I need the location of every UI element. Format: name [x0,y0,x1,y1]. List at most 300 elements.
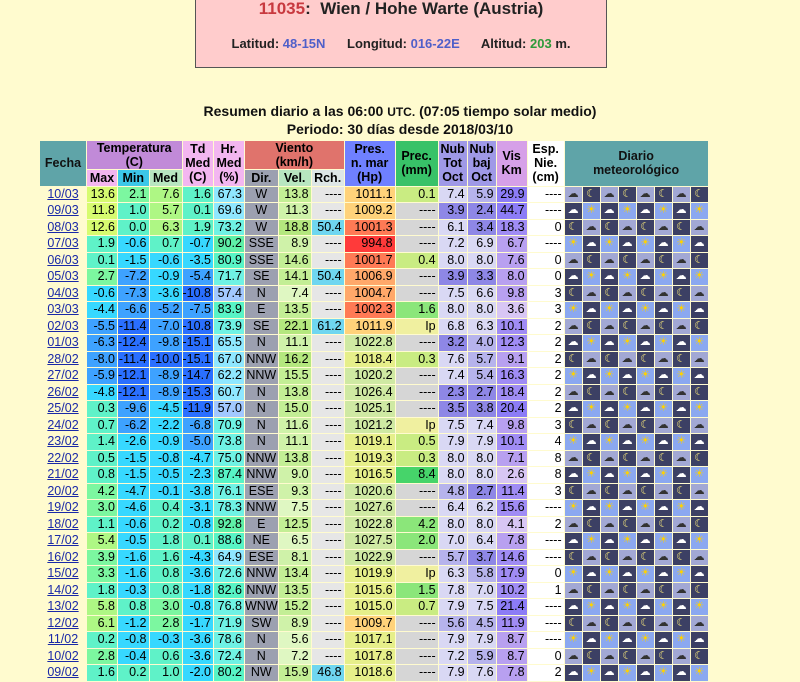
snow-depth-cell: 2 [528,352,564,368]
table-row [40,665,708,681]
wind-gust-cell: 46.8 [312,665,344,681]
moon-icon: ☾ [619,517,636,533]
precip-cell: 0.3 [396,451,438,467]
date-cell [40,467,86,483]
wind-vel-cell: 9.0 [279,467,311,483]
med-temp-cell: -0.6 [150,253,182,269]
header-viento [245,141,344,169]
sun-icon: ☀ [601,302,618,318]
cloud-icon: ☁ [619,418,636,434]
table-row [40,434,708,450]
header-viento-unit: (km/h) [275,155,314,169]
cloud-total-cell: 7.9 [439,434,467,450]
sun-icon: ☀ [601,566,618,582]
date-link[interactable]: 26/02 [47,384,79,399]
wind-vel-cell: 8.9 [279,616,311,632]
wind-vel-cell: 15.5 [279,368,311,384]
moon-icon: ☾ [565,220,582,236]
cloud-icon: ☁ [637,649,654,665]
med-temp-cell: 0.7 [150,236,182,252]
night-cloud-icon: ☁ [691,566,708,582]
pressure-cell: 1022.8 [345,335,395,351]
pressure-cell: 1018.4 [345,352,395,368]
night-cloud-icon: ☁ [637,203,654,219]
max-temp-cell: 11.8 [87,203,117,219]
date-link[interactable]: 14/02 [47,582,79,597]
night-cloud-icon: ☁ [565,599,582,615]
snow-depth-cell: 3 [528,418,564,434]
table-row [40,517,708,533]
cloud-low-cell: 5.9 [468,187,496,203]
humidity-cell: 65.5 [214,335,244,351]
min-temp-cell: -11.4 [118,351,147,366]
cloud-icon: ☁ [691,220,708,236]
header-pres-c: (Hp) [357,170,383,185]
date-link[interactable]: 09/03 [47,203,79,218]
snow-depth-cell: 2 [528,368,564,384]
med-temp-cell: 0.2 [150,517,182,533]
date-link[interactable]: 25/02 [47,401,79,416]
date-link[interactable]: 03/03 [47,302,79,317]
cloud-total-cell: 7.4 [439,368,467,384]
wind-gust-cell: ---- [312,467,344,483]
sun-icon: ☀ [619,335,636,351]
cloud-icon: ☁ [583,616,600,632]
max-temp-cell: 5.4 [87,533,117,549]
visibility-cell: 6.7 [497,236,527,252]
pressure-cell: 1025.1 [345,401,395,417]
humidity-cell: 62.2 [214,368,244,384]
sun-icon: ☀ [673,368,690,384]
max-temp-cell: 3.0 [87,500,117,516]
visibility-cell: 15.6 [497,500,527,516]
moon-icon: ☾ [601,550,618,566]
max-temp-cell: 12.6 [87,220,117,236]
cloud-icon: ☁ [655,616,672,632]
snow-depth-cell: 2 [528,385,564,401]
humidity-cell: 82.6 [214,583,244,599]
wind-vel-cell: 9.3 [279,484,311,500]
date-link[interactable]: 13/02 [47,599,79,614]
cloud-low-cell: 2.4 [468,203,496,219]
night-cloud-icon: ☁ [637,467,654,483]
sun-icon: ☀ [583,599,600,615]
sun-icon: ☀ [637,632,654,648]
sun-icon: ☀ [655,401,672,417]
date-link[interactable]: 06/03 [47,252,79,267]
sun-icon: ☀ [637,236,654,252]
moon-icon: ☾ [655,253,672,269]
precip-cell: ---- [396,632,438,648]
snow-depth-cell: 2 [528,665,564,681]
moon-icon: ☾ [583,649,600,665]
moon-icon: ☾ [691,187,708,203]
night-cloud-icon: ☁ [619,368,636,384]
cloud-low-cell: 6.4 [468,533,496,549]
wind-dir-cell: NNW [246,368,277,383]
humidity-cell: 71.7 [214,269,244,285]
cloud-total-cell: 8.0 [439,467,467,483]
date-link[interactable]: 07/03 [47,236,79,251]
date-link[interactable]: 28/02 [47,351,79,366]
date-cell [40,401,86,417]
date-link[interactable]: 10/02 [47,648,79,663]
med-temp-cell: -0.9 [150,269,182,285]
table-row [40,616,708,632]
date-link[interactable]: 01/03 [47,335,79,350]
humidity-cell: 73.9 [214,319,244,335]
cloud-total-cell: 7.6 [439,352,467,368]
cloud-total-cell: 3.9 [439,269,467,285]
min-temp-cell: -6.6 [118,302,149,318]
night-cloud-icon: ☁ [601,401,618,417]
night-cloud-icon: ☁ [655,632,672,648]
table-row [40,632,708,648]
night-cloud-icon: ☁ [673,203,690,219]
visibility-cell: 8.7 [497,632,527,648]
min-temp-cell: -1.6 [118,550,149,566]
moon-icon: ☾ [637,616,654,632]
date-link[interactable]: 11/02 [47,632,79,647]
sun-icon: ☀ [691,533,708,549]
pressure-cell: 1001.3 [345,220,395,236]
min-temp-cell: -9.6 [118,401,149,417]
date-cell [40,649,86,665]
header-vis-a: Vis [502,149,521,164]
humidity-cell: 67.0 [214,352,244,368]
date-link[interactable]: 21/02 [47,467,79,482]
date-cell [40,599,86,615]
header-diario [565,141,708,186]
cloud-icon: ☁ [655,418,672,434]
night-cloud-icon: ☁ [637,401,654,417]
lat-label: Latitud: [231,36,280,51]
moon-icon: ☾ [583,253,600,269]
snow-depth-cell: ---- [528,632,564,648]
header-rch: Rch. [312,170,344,186]
max-temp-cell: 1.1 [87,517,117,533]
sun-icon: ☀ [691,599,708,615]
snow-depth-cell: 4 [528,434,564,450]
humidity-cell: 69.6 [214,203,244,219]
min-temp-cell: -6.2 [118,418,149,434]
sun-icon: ☀ [691,665,708,681]
wind-dir-cell: WNW [245,599,278,614]
moon-icon: ☾ [619,385,636,401]
cloud-low-cell: 8.0 [468,302,496,318]
moon-icon: ☾ [655,385,672,401]
pressure-cell: 1001.7 [345,253,395,269]
min-temp-cell: -1.5 [118,467,149,483]
header-min: Min [118,170,149,186]
med-temp-cell: -9.8 [150,335,182,351]
moon-icon: ☾ [637,220,654,236]
cloud-icon: ☁ [601,649,618,665]
moon-icon: ☾ [673,286,690,302]
moon-icon: ☾ [691,451,708,467]
cloud-low-cell: 8.0 [468,467,496,483]
moon-icon: ☾ [655,187,672,203]
header-diario-b: meteorológico [593,163,680,178]
moon-icon: ☾ [655,649,672,665]
moon-icon: ☾ [691,385,708,401]
dewpoint-cell: -6.8 [183,418,214,434]
moon-icon: ☾ [691,649,708,665]
med-temp-cell: -7.0 [150,319,182,335]
night-cloud-icon: ☁ [619,632,636,648]
date-link[interactable]: 12/02 [47,615,79,630]
night-cloud-icon: ☁ [565,665,582,681]
date-link[interactable]: 23/02 [47,434,79,449]
dewpoint-cell: 1.9 [183,220,214,236]
header-nubt-a: Nub [440,142,465,157]
cloud-total-cell: 3.2 [439,335,467,351]
min-temp-cell: 0.0 [118,220,149,236]
cloud-low-cell: 8.0 [468,253,496,269]
table-row [40,533,708,549]
cloud-low-cell: 3.3 [468,269,496,285]
precip-cell: ---- [396,286,438,302]
date-cell [40,352,86,368]
wind-vel-cell: 7.4 [279,286,311,302]
date-link[interactable]: 08/03 [47,219,79,234]
max-temp-cell: -8.0 [87,352,117,368]
sun-icon: ☀ [637,302,654,318]
date-cell [40,385,86,401]
precip-cell: ---- [396,484,438,500]
night-cloud-icon: ☁ [673,599,690,615]
visibility-cell: 10.2 [497,583,527,599]
table-row [40,368,708,384]
date-cell [40,533,86,549]
moon-icon: ☾ [619,187,636,203]
date-link[interactable]: 04/03 [47,285,79,300]
header-vis-b: Km [501,163,522,178]
wind-gust-cell: 61.2 [312,319,344,335]
sun-icon: ☀ [655,269,672,285]
wind-gust-cell: ---- [312,616,344,632]
header-pres [345,141,395,186]
moon-icon: ☾ [655,451,672,467]
sun-icon: ☀ [637,500,654,516]
max-temp-cell: -5.9 [87,368,117,384]
humidity-cell: 57.4 [214,286,244,302]
date-link[interactable]: 20/02 [47,483,79,498]
night-cloud-icon: ☁ [565,269,582,285]
wind-gust-cell: ---- [312,517,344,533]
cloud-icon: ☁ [601,583,618,599]
date-link[interactable]: 17/02 [47,533,79,548]
header-nubb-a: Nub [469,142,494,157]
pressure-cell: 1009.2 [345,203,395,219]
date-link[interactable]: 27/02 [47,368,79,383]
date-cell [40,368,86,384]
cloud-icon: ☁ [673,451,690,467]
summary-utc: UTC. [387,105,416,119]
min-temp-cell: -11.4 [118,318,147,333]
cloud-icon: ☁ [691,616,708,632]
header-pres-b: n. mar [350,156,389,171]
cloud-total-cell: 6.4 [439,500,467,516]
med-temp-cell: 0.4 [150,500,182,516]
night-cloud-icon: ☁ [655,302,672,318]
cloud-low-cell: 6.3 [468,319,496,335]
visibility-cell: 11.4 [497,484,527,500]
cloud-total-cell: 6.8 [439,319,467,335]
med-temp-cell: -0.1 [150,484,182,500]
sun-icon: ☀ [637,368,654,384]
date-cell [40,632,86,648]
cloud-low-cell: 3.7 [468,550,496,566]
header-hr-a: Hr. [220,142,238,157]
cloud-low-cell: 5.9 [468,649,496,665]
precip-cell: ---- [396,616,438,632]
humidity-cell: 88.6 [214,533,244,549]
sun-icon: ☀ [619,665,636,681]
date-link[interactable]: 15/02 [47,566,79,581]
wind-dir-cell: SSE [245,253,278,269]
humidity-cell: 71.9 [214,616,244,632]
moon-icon: ☾ [601,484,618,500]
table-row [40,286,708,302]
header-prec-a: Prec. [401,149,432,164]
dewpoint-cell: -5.0 [183,434,214,450]
header-viento-label: Viento [275,141,314,155]
station-title [196,0,606,19]
date-link[interactable]: 09/02 [47,665,79,680]
sun-icon: ☀ [565,368,582,384]
dewpoint-cell: -7.5 [183,302,214,318]
moon-icon: ☾ [637,352,654,368]
night-cloud-icon: ☁ [601,599,618,615]
header-nub-baj [468,141,496,186]
night-cloud-icon: ☁ [583,500,600,516]
snow-depth-cell: 3 [528,484,564,500]
snow-depth-cell: 0 [528,649,564,665]
station-header [195,0,607,68]
med-temp-cell: 2.8 [150,616,182,632]
med-temp-cell: 7.6 [150,187,182,203]
cloud-icon: ☁ [601,253,618,269]
cloud-icon: ☁ [655,550,672,566]
wind-dir-cell: E [245,302,278,318]
snow-depth-cell: 2 [528,517,564,533]
cloud-icon: ☁ [619,616,636,632]
header-nubb-c: Oct [471,170,493,185]
date-cell [40,451,86,467]
snow-depth-cell: 3 [528,302,564,318]
snow-depth-cell: ---- [528,616,564,632]
wind-dir-cell: W [245,220,278,236]
night-cloud-icon: ☁ [601,665,618,681]
cloud-icon: ☁ [655,484,672,500]
date-cell [40,500,86,516]
night-cloud-icon: ☁ [637,533,654,549]
wind-vel-cell: 14.6 [279,253,311,269]
wind-gust-cell: ---- [312,236,344,252]
date-link[interactable]: 05/03 [47,269,79,284]
dewpoint-cell: -1.7 [183,616,214,632]
night-cloud-icon: ☁ [691,632,708,648]
sun-icon: ☀ [673,566,690,582]
visibility-cell: 9.8 [497,286,527,302]
date-link[interactable]: 24/02 [47,417,79,432]
wind-vel-cell: 11.6 [279,418,311,434]
humidity-cell: 70.9 [214,418,244,434]
pressure-cell: 1021.2 [345,418,395,434]
wind-vel-cell: 11.1 [279,434,311,450]
snow-depth-cell: 2 [528,335,564,351]
cloud-total-cell: 3.5 [439,401,467,417]
cloud-icon: ☁ [691,550,708,566]
date-link[interactable]: 10/03 [47,186,79,201]
moon-icon: ☾ [583,583,600,599]
dewpoint-cell: -3.5 [183,253,214,269]
visibility-cell: 21.4 [497,599,527,615]
visibility-cell: 4.1 [497,517,527,533]
date-link[interactable]: 16/02 [47,549,79,564]
moon-icon: ☾ [673,484,690,500]
visibility-cell: 9.1 [497,352,527,368]
sun-icon: ☀ [691,269,708,285]
wind-gust-cell: ---- [312,335,344,351]
min-temp-cell: -0.5 [118,533,149,549]
precip-cell: ---- [396,269,438,285]
cloud-total-cell: 5.7 [439,550,467,566]
precip-cell: ---- [396,335,438,351]
dewpoint-cell: -0.7 [183,236,214,252]
night-cloud-icon: ☁ [583,302,600,318]
date-cell [40,220,86,236]
night-cloud-icon: ☁ [673,335,690,351]
cloud-total-cell: 4.8 [439,484,467,500]
min-temp-cell: -0.6 [118,236,149,252]
cloud-icon: ☁ [691,352,708,368]
precip-cell: ---- [396,203,438,219]
sun-icon: ☀ [655,533,672,549]
wind-vel-cell: 15.9 [279,665,311,681]
sun-icon: ☀ [691,467,708,483]
wind-gust-cell: ---- [312,418,344,434]
sun-icon: ☀ [565,500,582,516]
min-temp-cell: -4.6 [118,500,149,516]
cloud-icon: ☁ [637,187,654,203]
header-temperatura [87,141,182,169]
dewpoint-cell: -3.1 [183,500,214,516]
date-link[interactable]: 02/03 [47,318,79,333]
wind-gust-cell: ---- [312,286,344,302]
dewpoint-cell: -14.7 [182,368,211,383]
wind-gust-cell: ---- [312,500,344,516]
humidity-cell: 87.4 [214,467,244,483]
visibility-cell: 18.4 [497,385,527,401]
visibility-cell: 16.3 [497,368,527,384]
pressure-cell: 1027.5 [345,533,395,549]
med-temp-cell: -4.5 [150,401,182,417]
sun-icon: ☀ [583,335,600,351]
date-cell [40,583,86,599]
header-esp-a: Esp. [532,142,559,157]
max-temp-cell: -4.8 [87,385,117,401]
moon-icon: ☾ [655,583,672,599]
date-link[interactable]: 22/02 [47,450,79,465]
cloud-icon: ☁ [601,517,618,533]
wind-gust-cell: ---- [312,253,344,269]
date-link[interactable]: 19/02 [47,500,79,515]
night-cloud-icon: ☁ [673,401,690,417]
date-link[interactable]: 18/02 [47,516,79,531]
visibility-cell: 17.9 [497,566,527,582]
